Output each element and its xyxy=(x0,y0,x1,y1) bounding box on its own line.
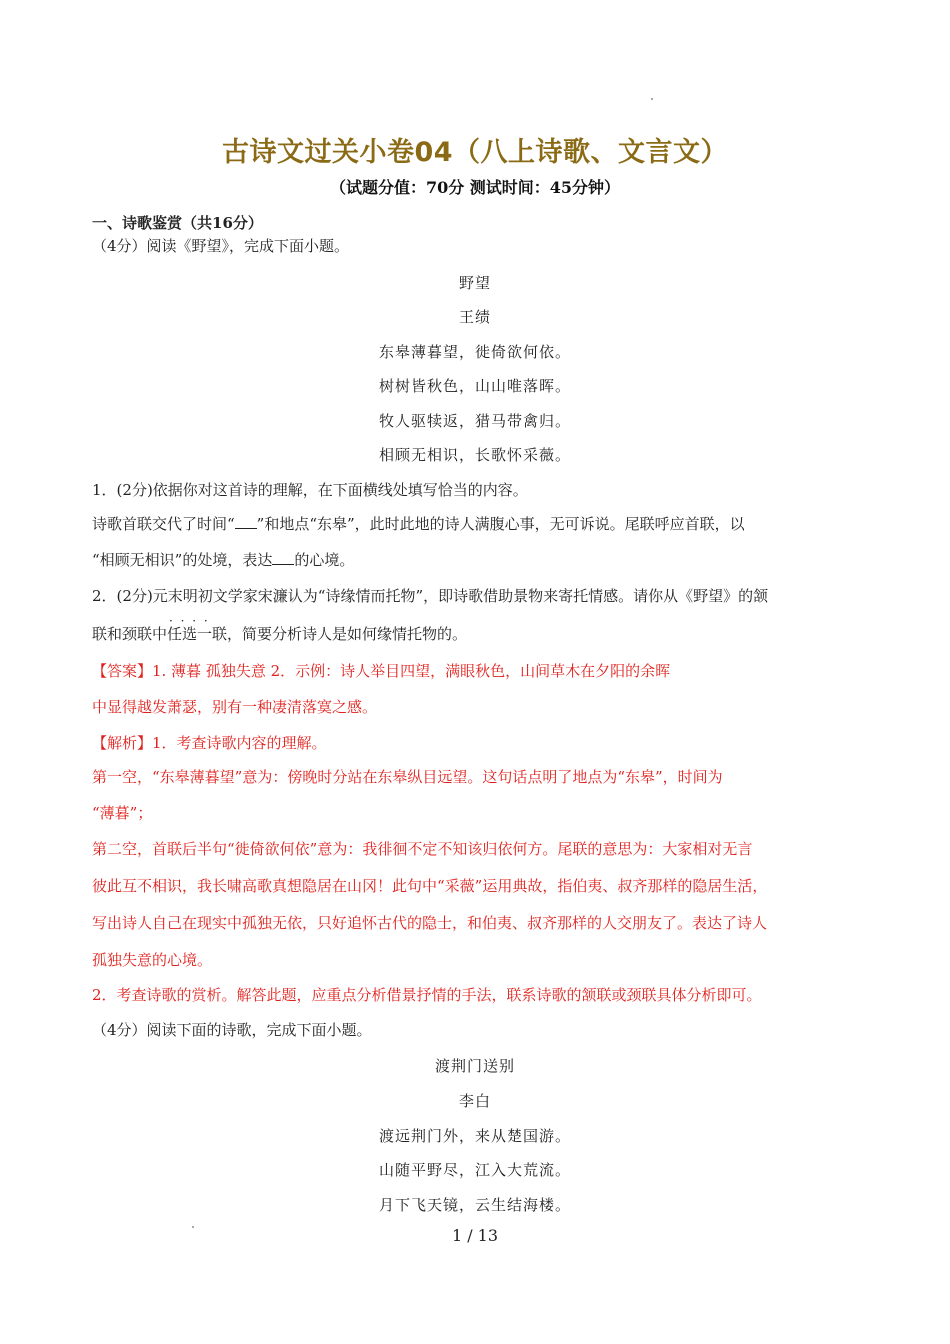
text-segment: 联和颈联中 xyxy=(92,625,168,643)
text-segment: “相顾无相识”的处境，表达 xyxy=(92,551,273,569)
question-1-body-2 xyxy=(92,550,354,570)
question-1-body xyxy=(92,514,745,534)
poem-line: 树树皆秋色，山山唯落晖。 xyxy=(378,377,571,395)
analysis-line: 写出诗人自己在现实中孤独无依，只好追怀古代的隐士，和伯夷、叔齐那样的人交朋友了。表达了诗人 xyxy=(92,914,768,932)
answer-line: 【答案】1. 薄暮 孤独失意 2．示例：诗人举目四望，满眼秋色，山间草木在夕阳的余晖 xyxy=(92,662,671,680)
answer-blank[interactable] xyxy=(235,514,257,529)
question-1: 1．(2分)依据你对这首诗的理解，在下面横线处填写恰当的内容。 xyxy=(92,481,528,499)
question-2-line-2 xyxy=(92,624,467,644)
text-segment: 诗歌首联交代了时间“ xyxy=(92,515,235,533)
page-number: 1 / 13 xyxy=(451,1226,499,1245)
analysis-line: 孤独失意的心境。 xyxy=(92,951,213,969)
poem-line: 渡远荆门外，来从楚国游。 xyxy=(378,1127,571,1145)
analysis-line: “薄暮”； xyxy=(92,804,153,822)
answer-blank[interactable] xyxy=(272,550,294,565)
text-segment: 的心境。 xyxy=(294,551,355,569)
question-intro-2: （4分）阅读下面的诗歌，完成下面小题。 xyxy=(92,1021,372,1039)
poem-line: 牧人驱犊返，猎马带禽归。 xyxy=(378,412,571,430)
text-segment: 联，简要分析诗人是如何缘情托物的。 xyxy=(212,625,468,643)
poem-line: 山随平野尽，江入大荒流。 xyxy=(378,1161,571,1179)
text-segment: ”和地点“东皋”，此时此地的诗人满腹心事，无可诉说。尾联呼应首联，以 xyxy=(256,515,745,533)
poem-line: 东皋薄暮望，徙倚欲何依。 xyxy=(378,343,571,361)
poem-author: 王绩 xyxy=(458,308,491,326)
analysis-line: 【解析】1．考查诗歌内容的理解。 xyxy=(92,734,327,752)
poem-title: 野望 xyxy=(458,274,491,292)
analysis-line: 2．考查诗歌的赏析。解答此题，应重点分析借景抒情的手法，联系诗歌的颔联或颈联具体分析即可。 xyxy=(92,986,762,1004)
section-heading: 一、诗歌鉴赏（共16分） xyxy=(92,214,263,232)
poem-line: 相顾无相识，长歌怀采薇。 xyxy=(378,446,571,464)
scan-mark xyxy=(651,98,653,100)
page-subtitle: （试题分值：70分 测试时间：45分钟） xyxy=(329,178,621,197)
question-2: 2．(2分)元末明初文学家宋濂认为“诗缘情而托物”，即诗歌借助景物来寄托情感。请你从《野望》的颔 xyxy=(92,587,769,605)
poem-author: 李白 xyxy=(458,1092,491,1110)
analysis-line: 第二空，首联后半句“徙倚欲何依”意为：我徘徊不定不知该归依何方。尾联的意思为：大家相对无言 xyxy=(92,840,753,858)
emphasized-text: · · 任选一 xyxy=(167,625,212,643)
analysis-line: 彼此互不相识，我长啸高歌真想隐居在山冈！此句中“采薇”运用典故，指伯夷、叔齐那样的隐居生活， xyxy=(92,877,768,895)
question-intro-1: （4分）阅读《野望》，完成下面小题。 xyxy=(92,237,350,255)
analysis-line: 第一空，“东皋薄暮望”意为：傍晚时分站在东皋纵目远望。这句话点明了地点为“东皋”，时间为 xyxy=(92,768,723,786)
page-title: 古诗文过关小卷04（八上诗歌、文言文） xyxy=(221,137,729,168)
poem-title: 渡荆门送别 xyxy=(434,1057,515,1075)
poem-line: 月下飞天镜，云生结海楼。 xyxy=(378,1196,571,1214)
answer-line: 中显得越发萧瑟，别有一种凄清落寞之感。 xyxy=(92,698,378,716)
